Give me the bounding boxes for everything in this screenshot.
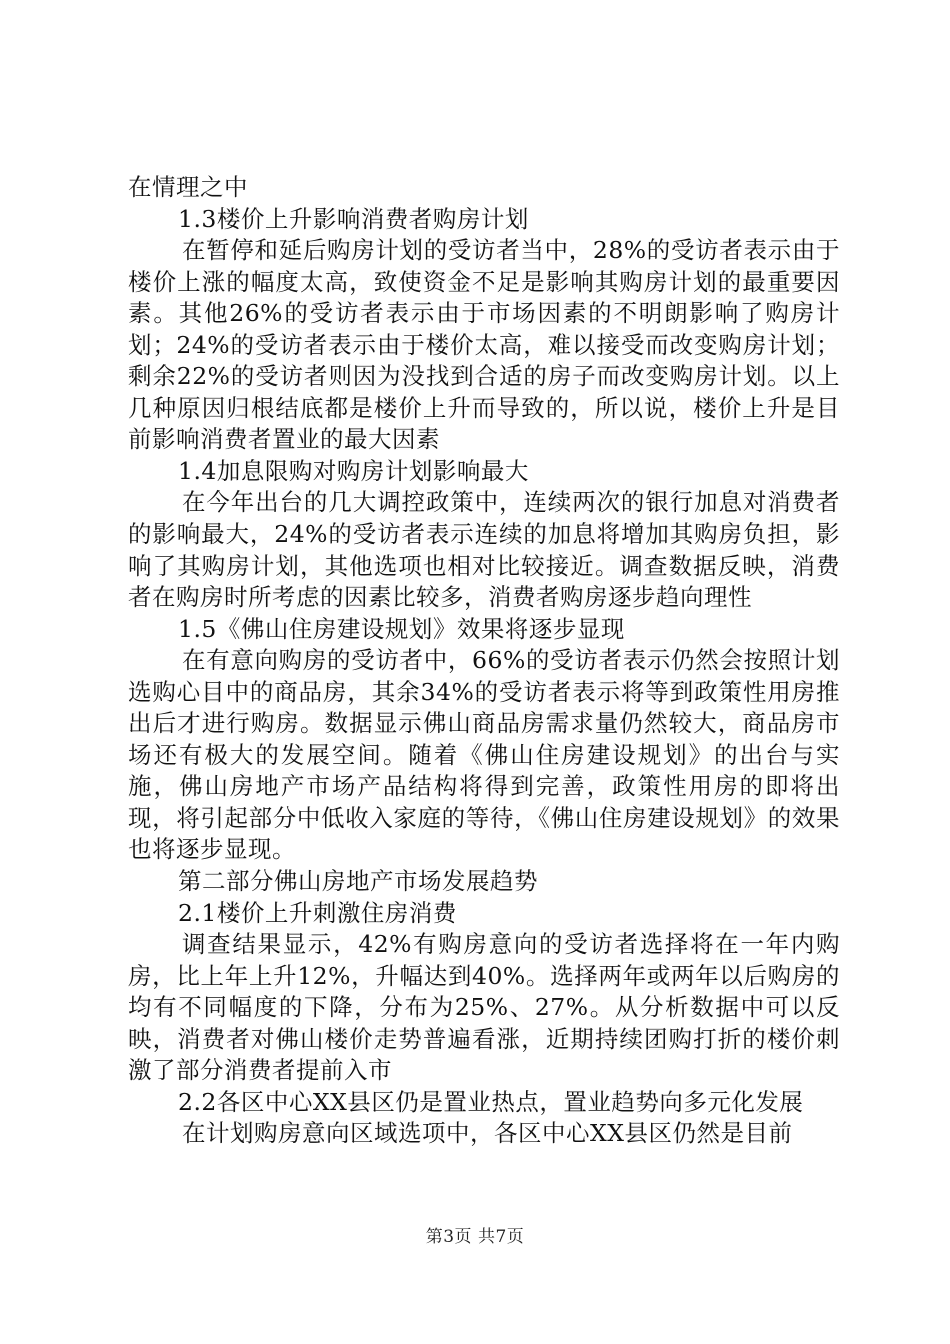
section-heading-1-3: 1.3楼价上升影响消费者购房计划 bbox=[178, 204, 529, 233]
part-heading-2: 第二部分佛山房地产市场发展趋势 bbox=[178, 867, 538, 896]
section-heading-2-1: 2.1楼价上升刺激住房消费 bbox=[178, 898, 457, 927]
section-heading-1-4: 1.4加息限购对购房计划影响最大 bbox=[178, 456, 529, 485]
page-footer: 第3页 共7页 bbox=[425, 1227, 525, 1247]
paragraph-2-2: 在计划购房意向区域选项中，各区中心XX县区仍然是目前 bbox=[182, 1119, 793, 1148]
paragraph-1-5: 在有意向购房的受访者中，66%的受访者表示仍然会按照计划选购心目中的商品房，其余34%的受访者表示将等到政策性用房推出后才进行购房。数据显示佛山商品房需求量仍然较大，商品房市场还有极大的发展空间。随着《佛山住房建设规划》的出台与实施，佛山房地产市场产品结构将得到完善，政策性用房的即将出现，将引起部分中低收入家庭的等待，《佛山住房建设规划》的效果也将逐步显现。 bbox=[128, 646, 840, 864]
paragraph-continuation: 在情理之中 bbox=[128, 173, 248, 201]
paragraph-1-4: 在今年出台的几大调控政策中，连续两次的银行加息对消费者的影响最大，24%的受访者表示连续的加息将增加其购房负担，影响了其购房计划，其他选项也相对比较接近。调查数据反映，消费者在购房时所考虑的因素比较多，消费者购房逐步趋向理性 bbox=[128, 488, 840, 612]
document-body bbox=[128, 172, 840, 1150]
paragraph-1-3: 在暂停和延后购房计划的受访者当中，28%的受访者表示由于楼价上涨的幅度太高，致使资金不足是影响其购房计划的最重要因素。其他26%的受访者表示由于市场因素的不明朗影响了购房计划；24%的受访者表示由于楼价太高，难以接受而改变购房计划；剩余22%的受访者则因为没找到合适的房子而改变购房计划。以上几种原因归根结底都是楼价上升而导致的，所以说，楼价上升是目前影响消费者置业的最大因素 bbox=[128, 236, 840, 454]
section-heading-1-5: 1.5《佛山住房建设规划》效果将逐步显现 bbox=[178, 614, 625, 643]
paragraph-2-1: 调查结果显示，42%有购房意向的受访者选择将在一年内购房，比上年上升12%，升幅达到40%。选择两年或两年以后购房的均有不同幅度的下降，分布为25%、27%。从分析数据中可以反映，消费者对佛山楼价走势普遍看涨，近期持续团购打折的楼价刺激了部分消费者提前入市 bbox=[128, 930, 840, 1085]
section-heading-2-2: 2.2各区中心XX县区仍是置业热点，置业趋势向多元化发展 bbox=[178, 1087, 804, 1116]
